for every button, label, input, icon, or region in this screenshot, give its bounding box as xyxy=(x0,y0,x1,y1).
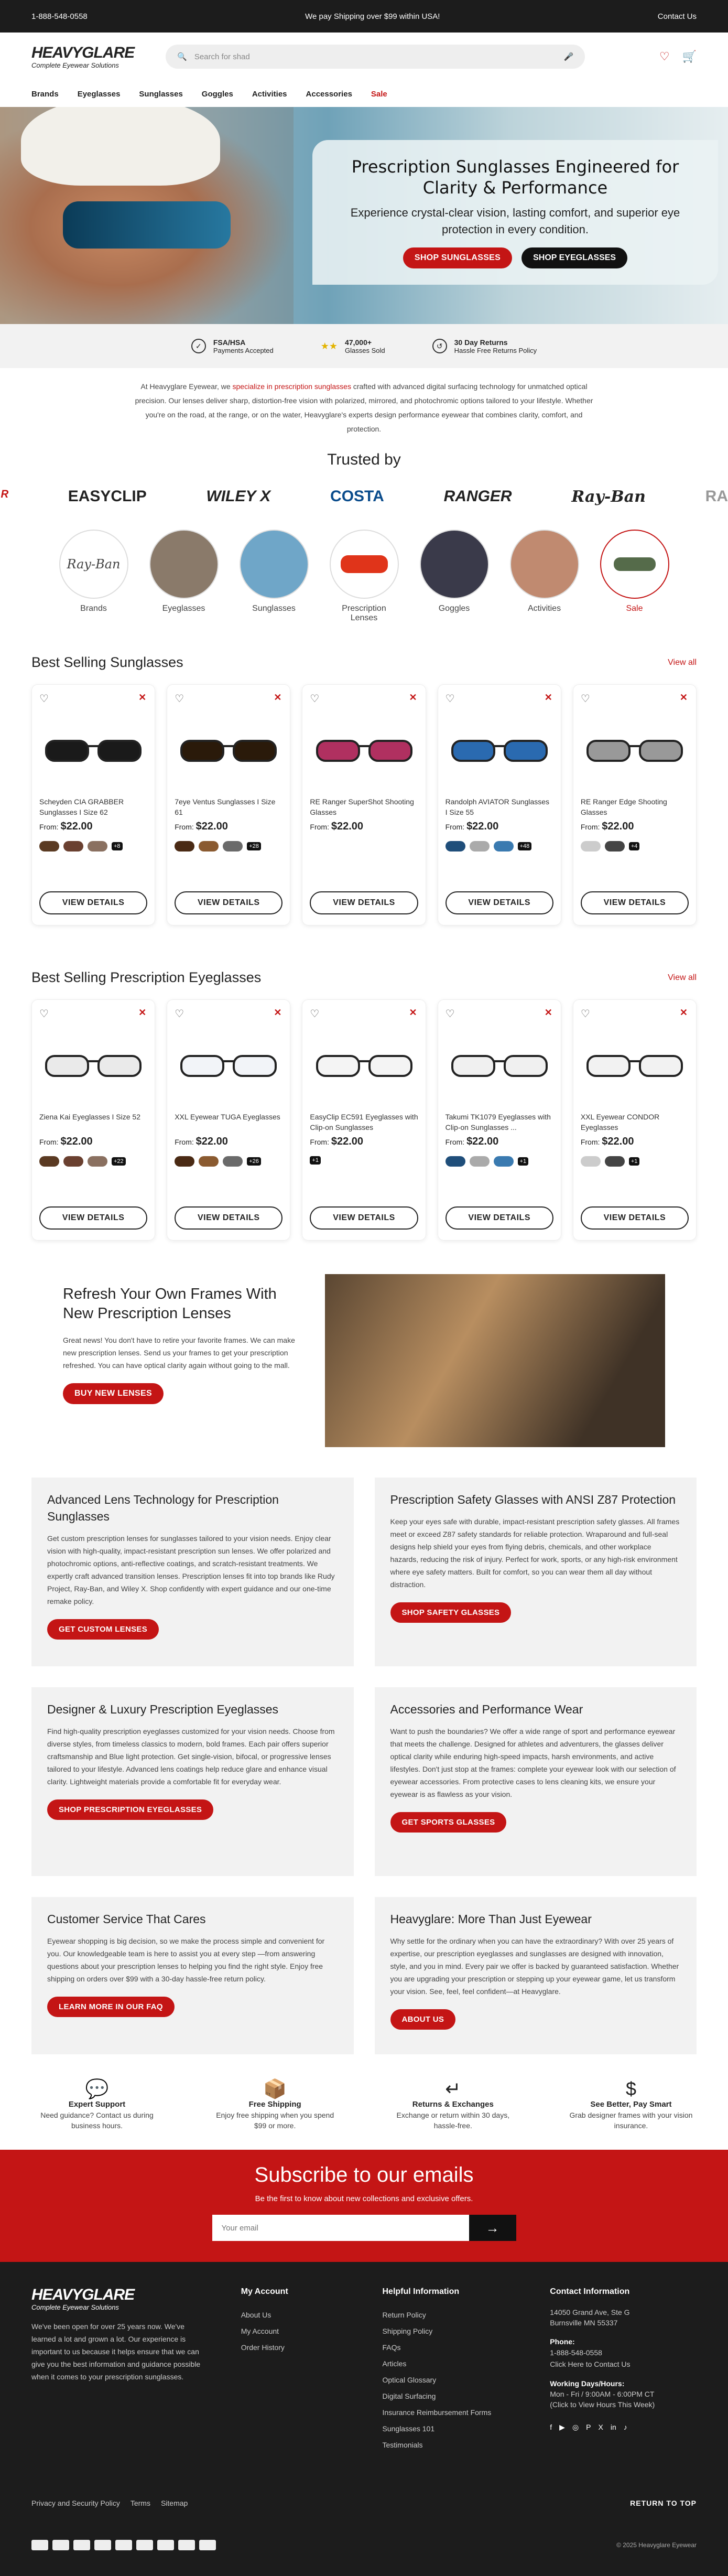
view-details-button[interactable]: VIEW DETAILS xyxy=(581,1206,689,1230)
get-custom-lenses-button[interactable]: GET CUSTOM LENSES xyxy=(47,1619,159,1640)
shop-sunglasses-button[interactable]: SHOP SUNGLASSES xyxy=(403,247,512,268)
facebook-icon[interactable]: f xyxy=(550,2423,552,2431)
nav-goggles[interactable]: Goggles xyxy=(201,89,233,99)
product-price: From: $22.00 xyxy=(310,1136,364,1147)
footer-phone[interactable]: 1-888-548-0558 xyxy=(550,2348,602,2357)
stars-icon: ★★ xyxy=(320,340,338,351)
product-card[interactable] xyxy=(31,999,155,1241)
footer-about: We've been open for over 25 years now. We've learned a lot and grown a lot. Our experience is important to us because it helps ensure that we can give you the best information and guidance possible when it comes to your prescription sunglasses. xyxy=(31,2322,201,2381)
wishlist-heart-icon[interactable]: ♡ xyxy=(39,1008,49,1020)
color-swatch[interactable] xyxy=(494,841,514,852)
product-image[interactable] xyxy=(581,710,689,789)
product-image[interactable] xyxy=(581,1026,689,1104)
product-price: From: $22.00 xyxy=(39,1136,93,1147)
info-box-customer-service: Customer Service That Cares Eyewear shopping is big decision, so we make the process simple and convenient for you. Our knowledgeable team is here to assist you at every step —from answering questions about your prescription lenses to helping you find the right style. Enjoy free shipping on orders over $99 with a 30-day hassle-free return policy. LEARN MORE IN OUR FAQ xyxy=(31,1897,354,2054)
brand-mark-icon: ✕ xyxy=(544,1007,552,1018)
wishlist-heart-icon[interactable]: ♡ xyxy=(310,1008,320,1020)
product-price: From: $22.00 xyxy=(39,821,93,832)
product-name[interactable]: RE Ranger Edge Shooting Glasses xyxy=(580,797,667,816)
brand-logo[interactable]: ᴿ xyxy=(0,488,8,505)
info-boxes xyxy=(0,1478,728,2054)
social-links xyxy=(550,2419,697,2435)
wishlist-heart-icon[interactable]: ♡ xyxy=(310,693,320,705)
contact-link[interactable]: Contact Us xyxy=(657,12,697,21)
intro-text: At Heavyglare Eyewear, we specialize in prescription sunglasses crafted with advanced digital surfacing technology for unmatched optical precision. Our lenses deliver sharp, distortion-free vision with polarized, mirrored, and photochromic options tailored to your lifestyle. Whether you're on the road, at the range, or on the water, Heavyglare's experts design performance eyewear that combines clarity, comfort, and protection. xyxy=(135,382,593,433)
brand-logo[interactable]: RANGER xyxy=(443,488,512,505)
view-details-button[interactable]: VIEW DETAILS xyxy=(175,891,282,914)
trust-sold: ★★ 47,000+ Glasses Sold xyxy=(320,338,385,354)
shop-eyeglasses-button[interactable]: SHOP EYEGLASSES xyxy=(521,247,627,268)
hero-title: Prescription Sunglasses Engineered for Clarity & Performance xyxy=(351,157,679,198)
product-image[interactable] xyxy=(175,710,282,789)
subscribe-section xyxy=(0,2150,728,2262)
product-card[interactable] xyxy=(573,999,697,1241)
product-name[interactable]: XXL Eyewear CONDOR Eyeglasses xyxy=(580,1113,660,1131)
copyright: © 2025 Heavyglare Eyewear xyxy=(616,2541,697,2549)
nav-sale[interactable]: Sale xyxy=(371,89,387,99)
product-card[interactable] xyxy=(438,684,561,925)
about-us-button[interactable]: ABOUT US xyxy=(390,2009,456,2030)
product-card[interactable] xyxy=(167,684,290,925)
hero-cap xyxy=(21,107,220,186)
email-field[interactable] xyxy=(212,2215,469,2241)
eyeglasses-section-header xyxy=(0,969,728,986)
footer-contact-link[interactable]: Click Here to Contact Us xyxy=(550,2360,631,2368)
footer-link[interactable]: Optical Glossary xyxy=(382,2376,437,2384)
product-name[interactable]: RE Ranger SuperShot Shooting Glasses xyxy=(310,797,414,816)
search-icon: 🔍 xyxy=(177,52,187,61)
brand-mark-icon: ✕ xyxy=(679,1007,688,1018)
phone-number[interactable]: 1-888-548-0558 xyxy=(31,12,88,21)
dollar-icon: $ xyxy=(625,2078,636,2099)
section-title: Best Selling Prescription Eyeglasses xyxy=(31,969,262,985)
wishlist-heart-icon[interactable]: ♡ xyxy=(445,693,455,705)
refresh-title: Refresh Your Own Frames With New Prescription Lenses xyxy=(63,1286,277,1322)
wishlist-heart-icon[interactable]: ♡ xyxy=(175,693,184,705)
nav-accessories[interactable]: Accessories xyxy=(306,89,352,99)
brand-mark-icon: ✕ xyxy=(274,1007,282,1018)
view-details-button[interactable]: VIEW DETAILS xyxy=(310,1206,418,1230)
x-icon[interactable]: X xyxy=(598,2423,603,2431)
brand-mark-icon: ✕ xyxy=(138,1007,147,1018)
hero-subtitle: Experience crystal-clear vision, lasting comfort, and superior eye protection in every condition. xyxy=(350,206,680,236)
brand-logo[interactable]: COSTA xyxy=(330,488,384,505)
refresh-frames-section xyxy=(0,1274,728,1447)
brand-mark-icon: ✕ xyxy=(409,1007,417,1018)
heart-icon[interactable]: ♡ xyxy=(659,50,670,63)
product-image[interactable] xyxy=(310,1026,418,1104)
logo-main: HEAVYGLARE xyxy=(31,44,135,61)
tiktok-icon[interactable]: ♪ xyxy=(623,2423,627,2431)
nav-eyeglasses[interactable]: Eyeglasses xyxy=(77,89,121,99)
box-icon: 📦 xyxy=(263,2078,287,2099)
trust-fsa: ✓ FSA/HSA Payments Accepted xyxy=(191,338,274,354)
product-card[interactable] xyxy=(302,684,426,925)
pinterest-icon[interactable]: P xyxy=(586,2423,591,2431)
product-name[interactable]: Scheyden CIA GRABBER Sunglasses I Size 62 xyxy=(39,797,124,816)
view-all-link[interactable]: View all xyxy=(668,973,697,982)
footer-link[interactable]: Articles xyxy=(382,2359,407,2368)
footer-link[interactable]: About Us xyxy=(241,2311,271,2319)
footer-link[interactable]: Sunglasses 101 xyxy=(382,2424,435,2433)
product-card[interactable] xyxy=(167,999,290,1241)
footer-logo[interactable]: HEAVYGLARE Complete Eyewear Solutions xyxy=(31,2286,135,2311)
footer-link[interactable]: Testimonials xyxy=(382,2441,423,2449)
return-icon: ↺ xyxy=(432,339,447,353)
info-box-about: Heavyglare: More Than Just Eyewear Why settle for the ordinary when you can have the extraordinary? With over 25 years of expertise, our prescription eyeglasses and sunglasses are designed with innovation, style, and you in mind. Every pair we offer is backed by guaranteed satisfaction. Whether you are upgrading your prescription or stepping up your eyewear game, let us transform your vision. See, feel, feel confident—at Heavyglare. ABOUT US xyxy=(375,1897,697,2054)
shipping-promo: We pay Shipping over $99 within USA! xyxy=(305,12,440,21)
more-colors-badge[interactable]: +1 xyxy=(629,1157,640,1166)
product-name[interactable]: XXL Eyewear TUGA Eyeglasses xyxy=(175,1113,280,1121)
chat-icon: 💬 xyxy=(85,2078,109,2099)
category-brands[interactable]: Ray-Ban Brands xyxy=(59,530,128,623)
product-price: From: $22.00 xyxy=(175,1136,228,1147)
color-swatch[interactable] xyxy=(446,841,465,852)
couple-photo xyxy=(325,1274,665,1447)
get-sports-glasses-button[interactable]: GET SPORTS GLASSES xyxy=(390,1812,507,1833)
more-colors-badge[interactable]: +8 xyxy=(112,842,123,850)
product-name[interactable]: 7eye Ventus Sunglasses I Size 61 xyxy=(175,797,276,816)
top-bar xyxy=(0,0,728,33)
footer-link[interactable]: Return Policy xyxy=(382,2311,426,2319)
color-swatch[interactable] xyxy=(223,1156,243,1167)
specialize-link[interactable]: specialize in prescription sunglasses xyxy=(232,382,351,391)
brand-logo[interactable]: EASYCLIP xyxy=(68,488,147,505)
cart-icon[interactable]: 🛒 xyxy=(682,50,697,63)
info-box-accessories: Accessories and Performance Wear Want to push the boundaries? We offer a wide range of sport and performance eyewear that meets the challenge. Designed for athletes and adventurers, the glasses deliver optical clarity while enduring high-speed impacts, harsh environments, and active lifestyles. Don't just stop at the frames: complete your eyewear look with our selection of eyewear accessories. From protective cases to lens cleaning kits, we ensure your eyewear is as flawless as your vision. GET SPORTS GLASSES xyxy=(375,1687,697,1876)
category-prescription-lenses[interactable]: Prescription Lenses xyxy=(330,530,399,623)
hero-sunglasses xyxy=(63,201,231,249)
product-name[interactable]: Takumi TK1079 Eyeglasses with Clip-on Sunglasses ... xyxy=(445,1113,551,1131)
footer-link[interactable]: Order History xyxy=(241,2343,285,2352)
brand-mark-icon: ✕ xyxy=(138,692,147,703)
footer-link[interactable]: My Account xyxy=(241,2327,279,2335)
brand-mark-icon: ✕ xyxy=(544,692,552,703)
product-price: From: $22.00 xyxy=(445,821,499,832)
feature-shipping: 📦 Free Shipping Enjoy free shipping when you spend $99 or more. xyxy=(210,2084,341,2131)
product-card[interactable] xyxy=(573,684,697,925)
product-name[interactable]: Ziena Kai Eyeglasses I Size 52 xyxy=(39,1113,140,1121)
product-price: From: $22.00 xyxy=(580,821,634,832)
return-arrow-icon: ↵ xyxy=(445,2078,461,2099)
subscribe-subtitle: Be the first to know about new collections and exclusive offers. xyxy=(255,2194,473,2203)
footer-link[interactable]: Insurance Reimbursement Forms xyxy=(382,2408,492,2417)
brand-logo[interactable]: Ray-Ban xyxy=(571,487,646,506)
brand-logo[interactable]: RA xyxy=(705,488,728,505)
shop-safety-glasses-button[interactable]: SHOP SAFETY GLASSES xyxy=(390,1602,512,1623)
product-image[interactable] xyxy=(39,1026,147,1104)
brand-logo[interactable]: WILEY X xyxy=(206,488,271,505)
product-image[interactable] xyxy=(446,710,553,789)
color-swatch[interactable] xyxy=(175,1156,194,1167)
view-details-button[interactable]: VIEW DETAILS xyxy=(175,1206,282,1230)
trust-returns: ↺ 30 Day Returns Hassle Free Returns Policy xyxy=(432,338,537,354)
main-nav xyxy=(0,81,728,107)
color-swatch[interactable] xyxy=(223,841,243,852)
refresh-body: Great news! You don't have to retire your favorite frames. We can make new prescription lenses. Send us your frames to get your prescription refreshed. You can have optical clarity again without going to the mall. xyxy=(63,1336,295,1370)
more-colors-badge[interactable]: +26 xyxy=(247,1157,261,1166)
color-swatch[interactable] xyxy=(199,841,219,852)
info-box-designer: Designer & Luxury Prescription Eyeglasses Find high-quality prescription eyeglasses customized for your vision needs. Choose from diverse styles, from timeless classics to modern, bold frames. Each pair offers superior craftsmanship and Blue light protection. Get single-vision, bifocal, or progressive lenses tailored to your lifestyle. Advanced lens coatings help reduce glare and enhance visual clarity. Lightweight materials provide a comfortable fit for everyday wear. SHOP PRESCRIPTION EYEGLASSES xyxy=(31,1687,354,1876)
sitemap-link[interactable]: Sitemap xyxy=(160,2499,188,2507)
buy-new-lenses-button[interactable]: BUY NEW LENSES xyxy=(63,1383,164,1404)
product-price: From: $22.00 xyxy=(445,1136,499,1147)
section-title: Best Selling Sunglasses xyxy=(31,654,183,670)
trust-bar xyxy=(0,324,728,368)
wishlist-heart-icon[interactable]: ♡ xyxy=(580,1008,590,1020)
color-swatch[interactable] xyxy=(494,1156,514,1167)
brand-mark-icon: ✕ xyxy=(679,692,688,703)
product-name[interactable]: EasyClip EC591 Eyeglasses with Clip-on Sunglasses xyxy=(310,1113,418,1131)
instagram-icon[interactable]: ◎ xyxy=(572,2423,579,2431)
nav-brands[interactable]: Brands xyxy=(31,89,59,99)
product-image[interactable] xyxy=(310,710,418,789)
site-footer: HEAVYGLARE Complete Eyewear Solutions We've been open for over 25 years now. We've learned a lot and grown a lot. Our experience is important to us because it helps ensure that we can give you the best information and guidance possible when it comes to your prescription sunglasses. My Account About Us My Account Order History Helpful Information Return Policy Shipping Policy FAQs Articles Optical Glossary Digital Surfacing Insurance Reimbursement Forms Sunglasses 101 Testimonials Contact Information 14050 Grand Ave, Ste G Burnsville MN 55337 Phone: 1-888-548-0558 Click Here to Contact Us Working Days/Hours: Mon - Fri / 9:00AM - 6:00PM CT (Click to View Hours This Week) f ▶ ◎ P X in ♪ Privacy and Security Policy Terms Sitemap RETURN TO TOP © 2025 Heavyglare Eyewear xyxy=(0,2262,728,2576)
view-details-button[interactable]: VIEW DETAILS xyxy=(581,891,689,914)
wishlist-heart-icon[interactable]: ♡ xyxy=(445,1008,455,1020)
view-details-button[interactable]: VIEW DETAILS xyxy=(39,1206,147,1230)
more-colors-badge[interactable]: +1 xyxy=(518,1157,529,1166)
color-swatch[interactable] xyxy=(470,1156,490,1167)
more-colors-badge[interactable]: +4 xyxy=(629,842,640,850)
product-price: From: $22.00 xyxy=(580,1136,634,1147)
terms-link[interactable]: Terms xyxy=(130,2499,150,2507)
view-details-button[interactable]: VIEW DETAILS xyxy=(39,891,147,914)
product-image[interactable] xyxy=(39,710,147,789)
color-swatch[interactable] xyxy=(470,841,490,852)
product-card[interactable] xyxy=(302,999,426,1241)
wishlist-heart-icon[interactable]: ♡ xyxy=(175,1008,184,1020)
eyeglasses-carousel xyxy=(0,999,728,1241)
more-colors-badge[interactable]: +28 xyxy=(247,842,261,850)
view-details-button[interactable]: VIEW DETAILS xyxy=(446,891,553,914)
color-swatch[interactable] xyxy=(175,841,194,852)
sunglasses-section-header xyxy=(0,654,728,671)
category-circles xyxy=(0,530,728,623)
footer-link[interactable]: Shipping Policy xyxy=(382,2327,433,2335)
wishlist-heart-icon[interactable]: ♡ xyxy=(39,693,49,705)
search-input[interactable]: Search for shad xyxy=(194,52,250,61)
check-icon: ✓ xyxy=(191,339,206,353)
color-swatch[interactable] xyxy=(88,841,107,852)
privacy-link[interactable]: Privacy and Security Policy xyxy=(31,2499,120,2507)
color-swatch[interactable] xyxy=(581,1156,601,1167)
features-row xyxy=(0,2078,728,2131)
more-colors-badge[interactable]: +48 xyxy=(518,842,532,850)
product-name[interactable]: Randolph AVIATOR Sunglasses I Size 55 xyxy=(445,797,550,816)
return-to-top-link[interactable]: RETURN TO TOP xyxy=(630,2499,697,2507)
microphone-icon[interactable]: 🎤 xyxy=(563,52,574,61)
sunglasses-carousel xyxy=(0,684,728,925)
color-swatch[interactable] xyxy=(39,841,59,852)
subscribe-arrow-button[interactable]: → xyxy=(469,2215,516,2241)
category-activities[interactable]: Activities xyxy=(510,530,579,623)
category-sunglasses[interactable]: Sunglasses xyxy=(240,530,309,623)
info-box-lens-tech: Advanced Lens Technology for Prescription Sunglasses Get custom prescription lenses for sunglasses tailored to your vision needs. Enjoy clear vision with high-quality, impact-resistant prescription sun lenses. We offer polarized and photochromic options, anti-reflective coatings, and scratch-resistant treatments. We expertly craft advanced transition lenses. Prescription lenses fit into top brands like Rudy Project, Ray-Ban, and Wiley X. Shop confidently with expert guidance and our one-time remake policy. GET CUSTOM LENSES xyxy=(31,1478,354,1666)
feature-support: 💬 Expert Support Need guidance? Contact us during business hours. xyxy=(31,2084,162,2131)
product-price: From: $22.00 xyxy=(175,821,228,832)
product-card[interactable] xyxy=(438,999,561,1241)
color-swatch[interactable] xyxy=(63,1156,83,1167)
linkedin-icon[interactable]: in xyxy=(610,2423,616,2431)
site-header xyxy=(0,33,728,81)
product-card[interactable] xyxy=(31,684,155,925)
view-details-button[interactable]: VIEW DETAILS xyxy=(446,1206,553,1230)
brand-mark-icon: ✕ xyxy=(409,692,417,703)
color-swatch[interactable] xyxy=(446,1156,465,1167)
nav-activities[interactable]: Activities xyxy=(252,89,287,99)
view-details-button[interactable]: VIEW DETAILS xyxy=(310,891,418,914)
color-swatch[interactable] xyxy=(605,1156,625,1167)
view-all-link[interactable]: View all xyxy=(668,658,697,667)
hero-banner xyxy=(0,107,728,324)
category-goggles[interactable]: Goggles xyxy=(420,530,489,623)
color-swatch[interactable] xyxy=(605,841,625,852)
color-swatch[interactable] xyxy=(581,841,601,852)
color-swatch[interactable] xyxy=(39,1156,59,1167)
more-colors-badge[interactable]: +22 xyxy=(112,1157,126,1166)
color-swatch[interactable] xyxy=(63,841,83,852)
more-colors-badge[interactable]: +1 xyxy=(310,1156,321,1165)
category-sale[interactable]: Sale xyxy=(600,530,669,623)
info-box-safety: Prescription Safety Glasses with ANSI Z87 Protection Keep your eyes safe with durable, impact-resistant prescription safety glasses. All frames meet or exceed Z87 safety standards for reliable protection. Wraparound and full-seal designs help shield your eyes from flying debris, chemicals, and other workplace hazards, reducing the risk of injury. Perfect for work, sports, or any high-risk environment where eye safety matters. Built for comfort, so you can wear them all day without distraction. SHOP SAFETY GLASSES xyxy=(375,1478,697,1666)
product-price: From: $22.00 xyxy=(310,821,364,832)
color-swatch[interactable] xyxy=(88,1156,107,1167)
hero-text-box xyxy=(312,140,718,285)
logo-tagline: Complete Eyewear Solutions xyxy=(31,61,119,69)
nav-sunglasses[interactable]: Sunglasses xyxy=(139,89,183,99)
feature-returns: ↵ Returns & Exchanges Exchange or return within 30 days, hassle-free. xyxy=(387,2084,518,2131)
color-swatch[interactable] xyxy=(199,1156,219,1167)
payment-icons xyxy=(31,2540,216,2550)
wishlist-heart-icon[interactable]: ♡ xyxy=(580,693,590,705)
footer-link[interactable]: Digital Surfacing xyxy=(382,2392,436,2400)
search-bar[interactable] xyxy=(166,45,585,69)
product-image[interactable] xyxy=(446,1026,553,1104)
faq-button[interactable]: LEARN MORE IN OUR FAQ xyxy=(47,1997,175,2017)
trusted-title: Trusted by xyxy=(327,451,401,468)
payment-row xyxy=(31,2540,697,2550)
youtube-icon[interactable]: ▶ xyxy=(559,2423,565,2431)
category-eyeglasses[interactable]: Eyeglasses xyxy=(149,530,219,623)
footer-hours-link[interactable]: (Click to View Hours This Week) xyxy=(550,2400,655,2409)
logo[interactable] xyxy=(31,45,134,69)
shop-prescription-eyeglasses-button[interactable]: SHOP PRESCRIPTION EYEGLASSES xyxy=(47,1799,213,1820)
feature-insurance: $ See Better, Pay Smart Grab designer frames with your vision insurance. xyxy=(566,2084,697,2131)
brand-strip xyxy=(0,483,728,510)
subscribe-title: Subscribe to our emails xyxy=(254,2163,474,2186)
brand-mark-icon: ✕ xyxy=(274,692,282,703)
product-image[interactable] xyxy=(175,1026,282,1104)
footer-link[interactable]: FAQs xyxy=(382,2343,401,2352)
